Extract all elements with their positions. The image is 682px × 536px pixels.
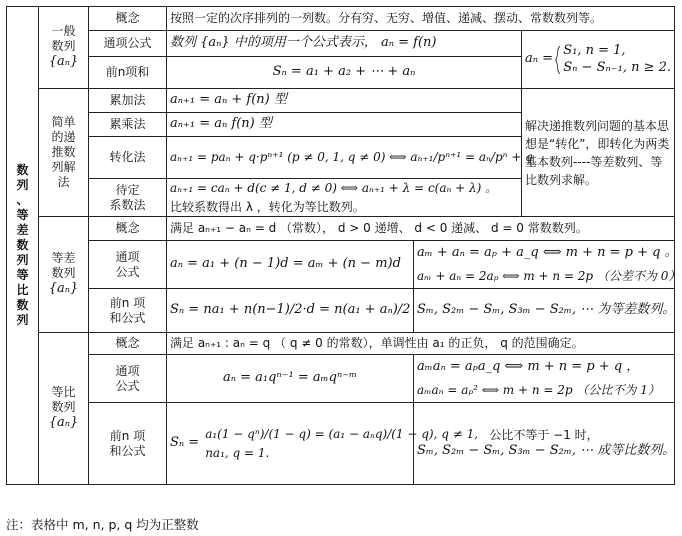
category-arithmetic: 等差 数列 {aₙ} — [39, 217, 89, 333]
sum-relation-formula: aₙ = S₁, n = 1, Sₙ − Sₙ₋₁, n ≥ 2. — [522, 31, 675, 89]
sequence-formula-table — [6, 6, 681, 485]
label-geo-concept: 概念 — [89, 333, 167, 355]
arith-property-1: aₘ + aₙ = aₚ + a_q ⟺ m + n = p + q 。 — [414, 241, 675, 265]
arith-sum-formula: Sₙ = na₁ + n(n−1)/2·d = n(a₁ + aₙ)/2 — [167, 289, 414, 333]
footnote: 注：表格中 m, n, p, q 均为正整数 — [6, 517, 199, 532]
method-sum-formula: aₙ₊₁ = aₙ + f(n) 型 — [167, 89, 522, 113]
arith-property-2: aₘ + aₙ = 2aₚ ⟺ m + n = 2p （公差不为 0） — [414, 265, 675, 289]
geo-concept-text: 满足 aₙ₊₁ : aₙ = q （ q ≠ 0 的常数），单调性由 a₁ 的正负， q 的范围确定。 — [167, 333, 675, 355]
general-sum-formula: Sₙ = a₁ + a₂ + ⋯ + aₙ — [167, 57, 522, 89]
label-general-concept: 概念 — [89, 7, 167, 31]
geo-sum-formula: Sₙ = a₁(1 − qⁿ)/(1 − q) = (a₁ − aₙq)/(1 − q), q ≠ 1, na₁, q = 1. — [167, 403, 414, 485]
label-arith-concept: 概念 — [89, 217, 167, 241]
arith-concept-text: 满足 aₙ₊₁ − aₙ = d （常数）， d > 0 递增、 d < 0 递减、 d = 0 常数数列。 — [167, 217, 675, 241]
arith-general-formula: aₙ = a₁ + (n − 1)d = aₘ + (n − m)d — [167, 241, 414, 289]
label-method-sum: 累加法 — [89, 89, 167, 113]
method-undetermined-formula: aₙ₊₁ = caₙ + d(c ≠ 1, d ≠ 0) ⟺ aₙ₊₁ + λ = c(aₙ + λ) 。 — [167, 179, 522, 199]
label-method-product: 累乘法 — [89, 113, 167, 137]
general-concept-text: 按照一定的次序排列的一列数。分有穷、无穷、增值、递减、摆动、常数数列等。 — [167, 7, 675, 31]
geo-sum-property: 公比不等于 −1 时， Sₘ, S₂ₘ − Sₘ, S₃ₘ − S₂ₘ, ⋯ 成等比数列。 — [414, 403, 675, 485]
label-general-sum: 前n项和 — [89, 57, 167, 89]
label-arith-general: 通项 公式 — [89, 241, 167, 289]
label-geo-general: 通项 公式 — [89, 355, 167, 403]
label-method-undetermined: 待定 系数法 — [89, 179, 167, 217]
brace-icon — [555, 37, 561, 83]
category-general: 一般 数列 {aₙ} — [39, 7, 89, 89]
label-general-term: 通项公式 — [89, 31, 167, 57]
method-product-formula: aₙ₊₁ = aₙ f(n) 型 — [167, 113, 522, 137]
arith-sum-property: Sₘ, S₂ₘ − Sₘ, S₃ₘ − S₂ₘ, ⋯ 为等差数列。 — [414, 289, 675, 333]
category-geometric: 等比 数列 {aₙ} — [39, 333, 89, 485]
geo-property-2: aₘaₙ = aₚ² ⟺ m + n = 2p （公比不为 1） — [414, 379, 675, 403]
geo-general-formula: aₙ = a₁qⁿ⁻¹ = aₘqⁿ⁻ᵐ — [167, 355, 414, 403]
label-method-transform: 转化法 — [89, 137, 167, 179]
label-geo-sum: 前n 项 和公式 — [89, 403, 167, 485]
method-undetermined-note: 比较系数得出 λ ，转化为等比数列。 — [167, 199, 522, 217]
geo-property-1: aₘaₙ = aₚa_q ⟺ m + n = p + q ， — [414, 355, 675, 379]
method-transform-formula: aₙ₊₁ = paₙ + q·pⁿ⁺¹ (p ≠ 0, 1, q ≠ 0) ⟺ aₙ₊₁/pⁿ⁺¹ = aₙ/pⁿ + q — [167, 137, 522, 179]
table-title: 数 列 、 等 差 数 列 等 比 数 列 — [7, 7, 39, 485]
general-term-text: 数列 {aₙ} 中的项用一个公式表示， aₙ = f(n) — [167, 31, 522, 57]
recursive-summary: 解决递推数列问题的基本思想是“转化”，即转化为两类基本数列----等差数列、等比数列求解。 — [522, 89, 675, 217]
label-arith-sum: 前n 项 和公式 — [89, 289, 167, 333]
category-recursive: 简单 的递 推数 列解 法 — [39, 89, 89, 217]
